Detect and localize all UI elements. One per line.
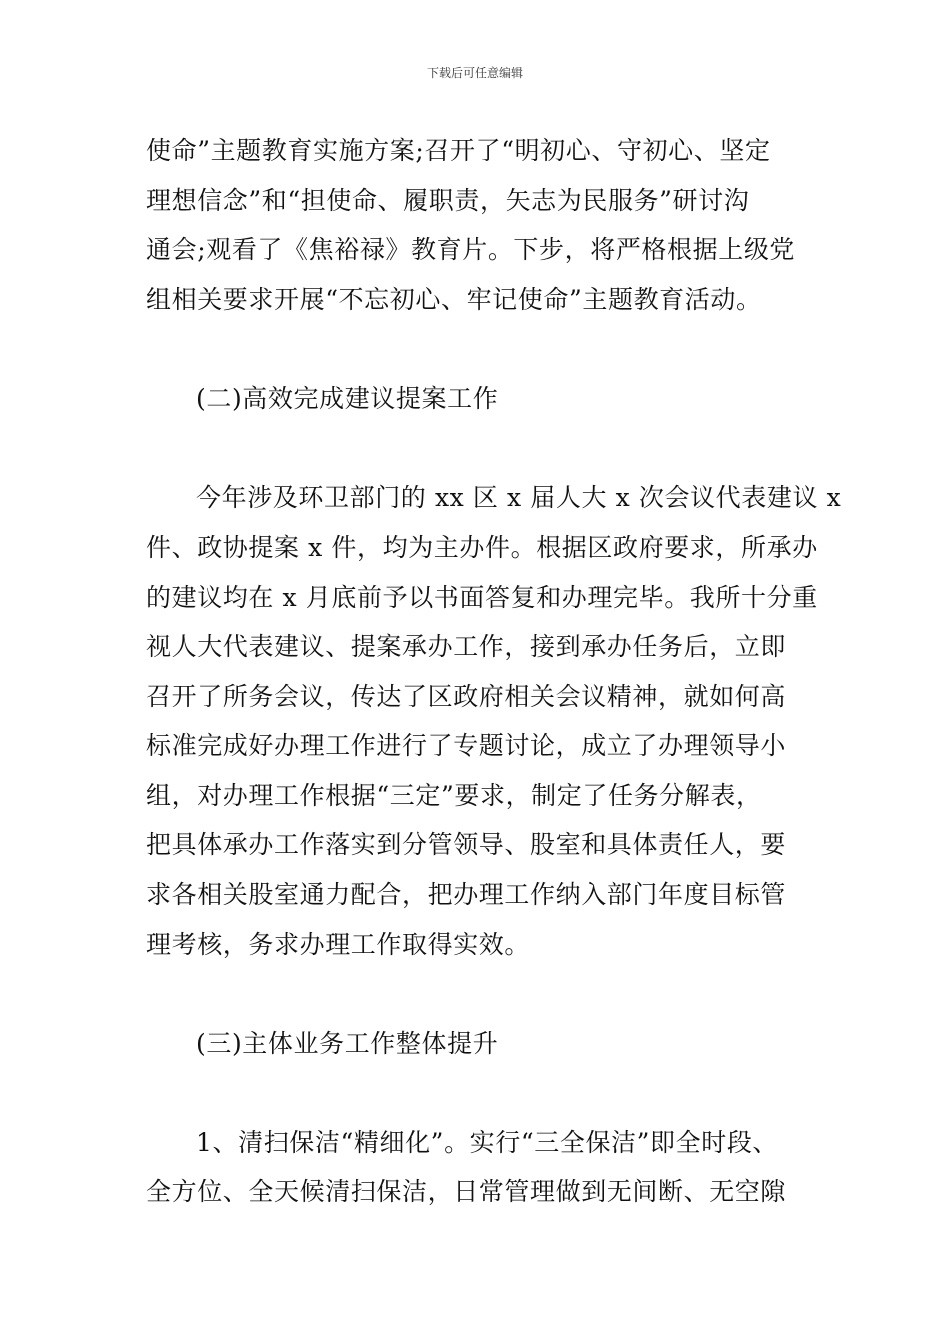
section-heading: (三)主体业务工作整体提升 [196, 1029, 499, 1058]
section-heading: (二)高效完成建议提案工作 [196, 384, 499, 413]
paragraph-line: 1、清扫保洁“精细化”。实行“三全保洁”即全时段、 [196, 1128, 779, 1157]
paragraph-line: 标准完成好办理工作进行了专题讨论，成立了办理领导小 [146, 731, 787, 760]
paragraph-line: 理考核，务求办理工作取得实效。 [146, 930, 531, 959]
paragraph-line: 组相关要求开展“不忘初心、牢记使命”主题教育活动。 [146, 285, 762, 314]
paragraph-line: 把具体承办工作落实到分管领导、股室和具体责任人，要 [146, 830, 787, 859]
paragraph-line: 理想信念”和“担使命、履职责，矢志为民服务”研讨沟 [146, 186, 750, 215]
page-header-note: 下载后可任意编辑 [426, 66, 523, 80]
paragraph-line: 求各相关股室通力配合，把办理工作纳入部门年度目标管 [146, 880, 787, 909]
paragraph-line: 通会;观看了《焦裕禄》教育片。下步，将严格根据上级党 [146, 235, 796, 264]
paragraph-line: 件、政协提案 x 件，均为主办件。根据区政府要求，所承办 [146, 533, 818, 562]
paragraph-line: 使命”主题教育实施方案;召开了“明初心、守初心、坚定 [146, 136, 771, 165]
paragraph-line: 今年涉及环卫部门的 xx 区 x 届人大 x 次会议代表建议 x [196, 483, 842, 512]
paragraph-line: 召开了所务会议，传达了区政府相关会议精神，就如何高 [146, 682, 787, 711]
paragraph-line: 视人大代表建议、提案承办工作，接到承办任务后，立即 [146, 632, 787, 661]
paragraph-line: 全方位、全天候清扫保洁，日常管理做到无间断、无空隙 [146, 1177, 787, 1206]
paragraph-line: 的建议均在 x 月底前予以书面答复和办理完毕。我所十分重 [146, 583, 818, 612]
paragraph-line: 组，对办理工作根据“三定”要求，制定了任务分解表， [146, 781, 762, 810]
